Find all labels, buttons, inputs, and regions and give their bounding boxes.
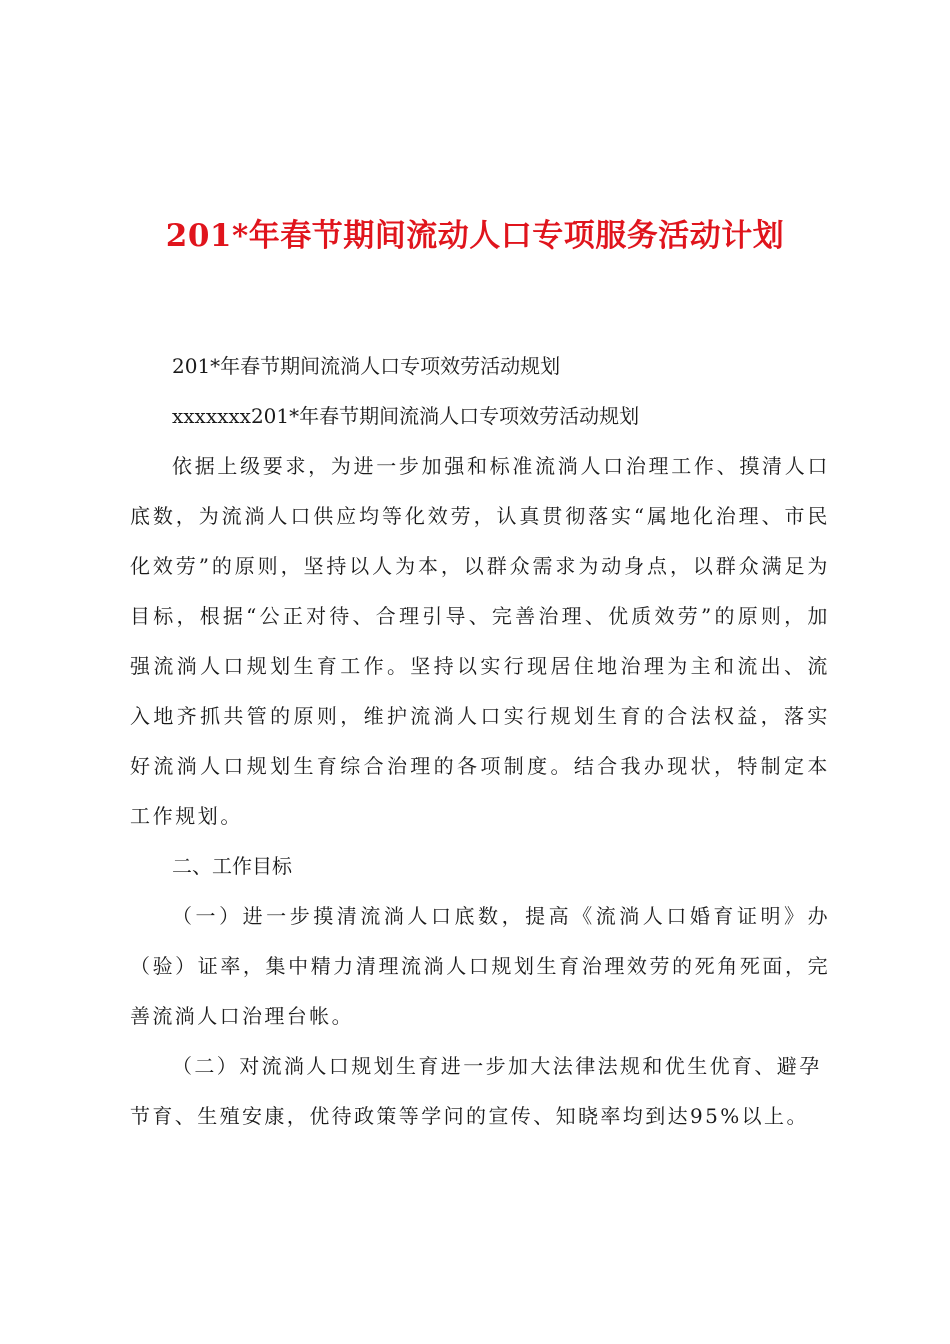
document-title: 201*年春节期间流动人口专项服务活动计划 [165, 218, 785, 254]
subtitle-line: 201*年春节期间流淌人口专项效劳活动规划 [172, 354, 561, 378]
goal-item-2: （二）对流淌人口规划生育进一步加大法律法规和优生优育、避孕节育、生殖安康，优待政策等学问的宣传、知晓率均到达95%以上。 [130, 1054, 822, 1128]
goal-item-1: （一）进一步摸清流淌人口底数，提高《流淌人口婚育证明》办（验）证率，集中精力清理流淌人口规划生育治理效劳的死角死面，完善流淌人口治理台帐。 [130, 904, 830, 1028]
subtitle-line-2: xxxxxxx201*年春节期间流淌人口专项效劳活动规划 [172, 404, 640, 428]
intro-paragraph: 依据上级要求，为进一步加强和标准流淌人口治理工作、摸清人口底数，为流淌人口供应均等化效劳，认真贯彻落实“属地化治理、市民化效劳”的原则，坚持以人为本，以群众需求为动身点，以群众满足为目标，根据“公正对待、合理引导、完善治理、优质效劳”的原则，加强流淌人口规划生育工作。坚持以实行现居住地治理为主和流出、流入地齐抓共管的原则，维护流淌人口实行规划生育的合法权益，落实好流淌人口规划生育综合治理的各项制度。结合我办现状，特制定本工作规划。 [130, 454, 830, 828]
document-body [130, 341, 830, 1141]
section-heading: 二、工作目标 [172, 854, 292, 878]
